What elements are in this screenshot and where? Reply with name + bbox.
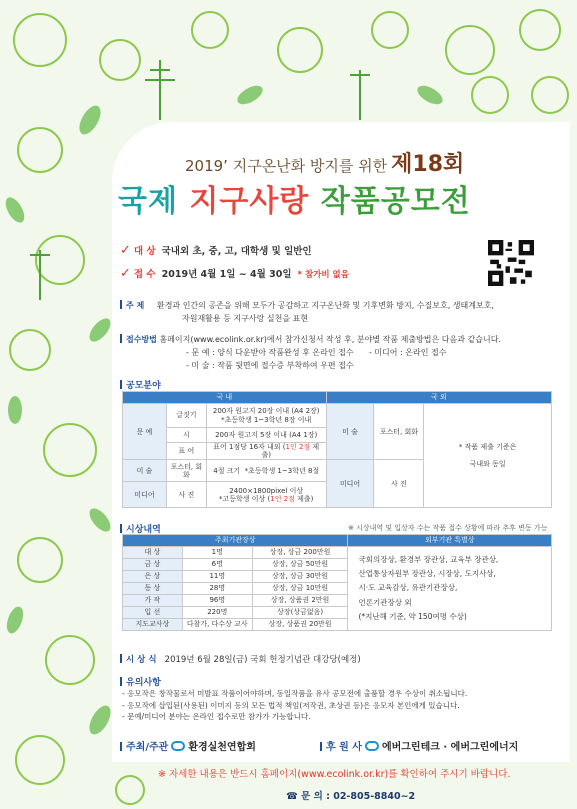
method-line-3: - 미 술 : 작품 뒷면에 접수증 부착하여 우편 접수 — [186, 361, 354, 370]
leaf-logo-icon — [171, 741, 185, 751]
section-fields: 공모분야 — [120, 378, 161, 391]
notice-list — [122, 688, 467, 723]
list-item: - 응모작에 삽입된(사용된) 이미지 등의 모든 법적 책임(저작권, 초상권 등)은 응모자 본인에게 있습니다. — [122, 700, 460, 710]
ceremony-row: 시 상 식 2019년 6월 28일(금) 국회 헌정기념관 대강당(예정) — [120, 653, 361, 665]
leaf-logo-icon — [365, 741, 379, 751]
section-notice: 유의사항 — [120, 675, 161, 688]
qr-code[interactable] — [488, 240, 534, 286]
sponsor: 후 원 사 에버그린테크 · 에버그린에너지 — [320, 738, 518, 753]
list-item: - 문예/미디어 분야는 온라인 접수로만 참가가 가능합니다. — [122, 712, 311, 722]
theme-row: 주 제 환경과 인간의 공존을 위해 모두가 공감하고 지구온난화 및 기후변화 방지, 수질보호, 생태계보호, — [120, 300, 494, 311]
check-icon: ✓ — [120, 243, 131, 258]
footer-contact: ☎ 문 의 : 02-805-8840~2 — [286, 791, 416, 802]
edition: 제18회 — [391, 152, 465, 177]
reception-row: ✓ 접 수 2019년 4월 1일 ~ 4월 30일 * 참가비 없음 — [120, 266, 349, 281]
footer-info: ※ 자세한 내용은 반드시 홈페이지(www.ecolink.or.kr)를 확인하여 주시기 바랍니다. — [158, 769, 511, 780]
list-item: - 응모작은 창작물로서 미발표 작품이어야하며, 동일작품을 유사 공모전에 출품할 경우 수상이 취소됩니다. — [122, 689, 468, 698]
check-icon: ✓ — [120, 266, 131, 281]
host-organizer: 주최/주관 환경실천연합회 — [120, 738, 256, 753]
fields-table: 국 내 국 외 문 예 글짓기 200자 원고지 20장 이내 (A4 2장) *초등학생 1~3학년 8장 이내 미 술 포스터, 회화 * 작품 제출 기준은 국내와 동일 시 200자 원고지 5장 이내 (A4 1장) 표 어 표어 1점당 16자 내외 (1인 2점 제출) 미 술 포스터, 회화 4절 크기 *초등학생 1~3학년 8절 미디어 사 진 미디어 사 진 2400×1800pixel 이상 *고등학생 이상 (1인 2점 제출) — [122, 391, 552, 508]
theme-row-2: 자원재활용 등 지구사랑 실천을 표현 — [182, 314, 309, 323]
awards-note: ※ 시상내역 및 입상자 수는 작품 접수 상황에 따라 추후 변동 가능 — [348, 524, 548, 532]
awards-table: 주최기관장상 외부기관 특별상 대 상 1명 상장, 상금 200만원 국회의장상, 환경부 장관상, 교육부 장관상, 산업통상자원부 장관상, 시장상, 도지사상, 시·도 교육감상, 유관기관장상, 언론기관장상 외 (*지난해 기준, 약 150여명 수상) 금 상 6명 상장, 상금 50만원 은 상 11명 상장, 상금 30만원 동 상 28명 상장, 상금 10만원 가 작 96명 상장, 상품권 2만원 입 선 220명 상장(상금없음) 지도교사상 다참가, 다수상 교사 상장, 상품권 20만원 — [122, 534, 552, 631]
method-row: 접수방법 홈페이지(www.ecolink.or.kr)에서 참가신청서 작성 후, 분야별 작품 제출방법은 다음과 같습니다. — [120, 334, 501, 345]
subtitle: 2019’ 지구온난화 방지를 위한 제18회 — [185, 152, 465, 177]
section-awards: 시상내역 — [120, 522, 161, 535]
main-title: 국제 지구사랑 작품공모전 — [118, 184, 471, 219]
target-row: ✓ 대 상 국내외 초, 중, 고, 대학생 및 일반인 — [120, 243, 312, 258]
method-line-2: - 문 예 : 양식 다운받아 작품완성 후 온라인 접수 - 미디어 : 온라인 접수 — [186, 348, 447, 357]
